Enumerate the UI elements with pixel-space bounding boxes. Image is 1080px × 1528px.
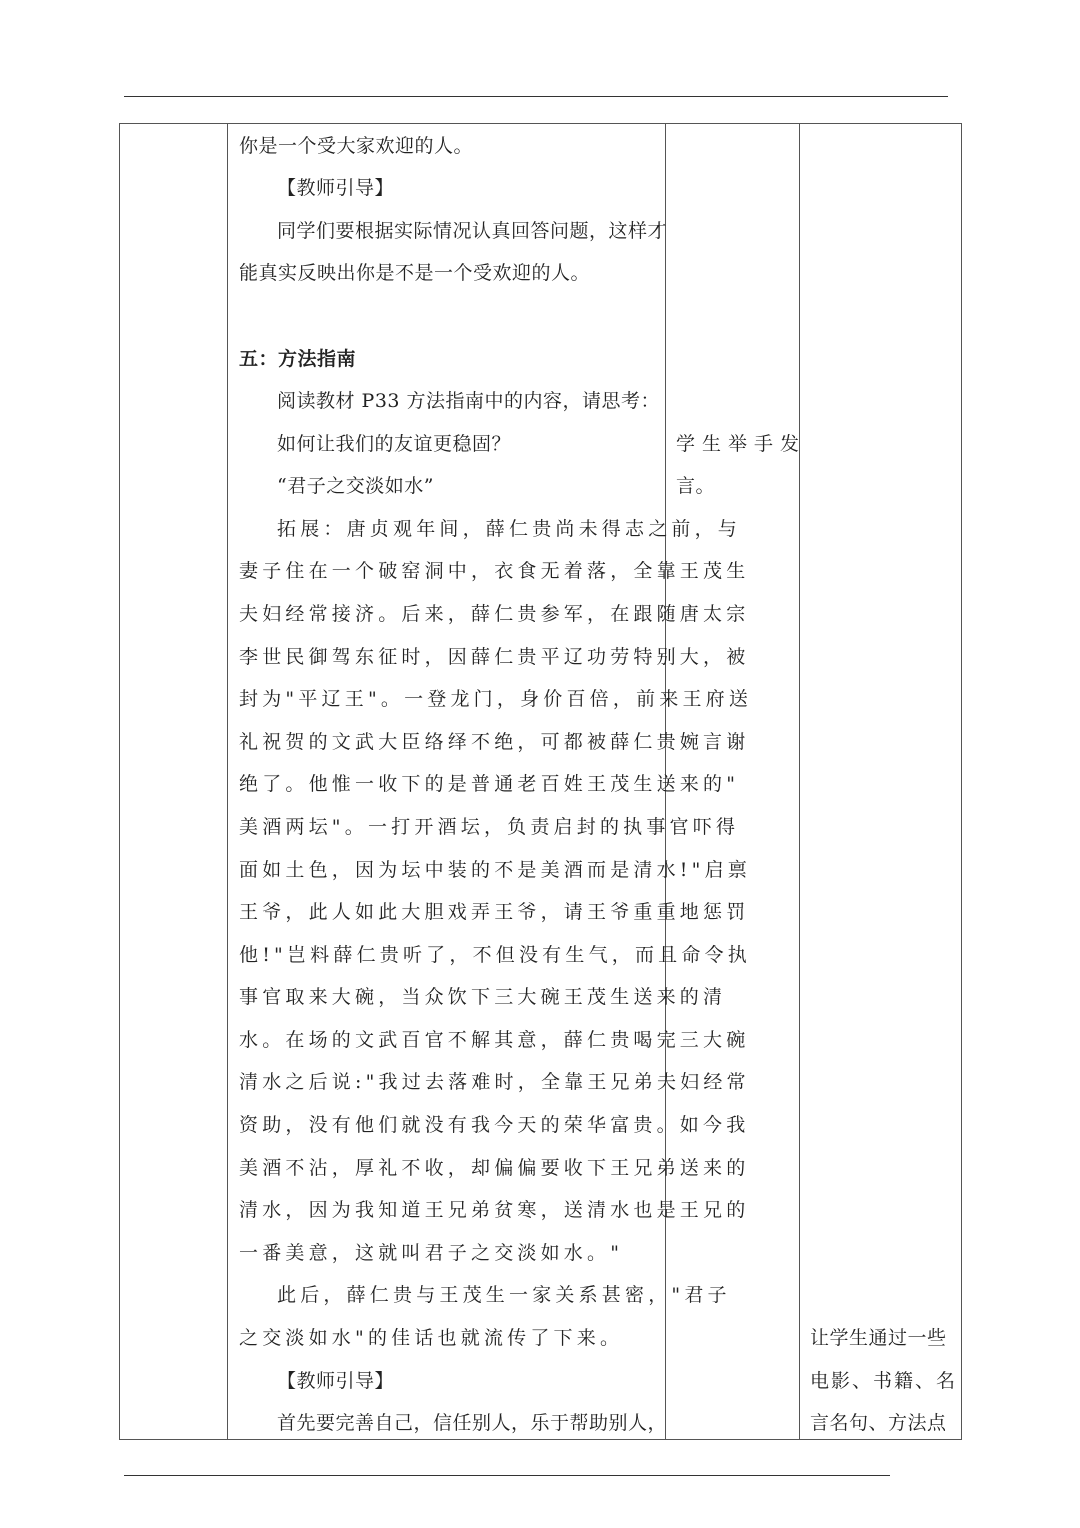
story-line: 美酒不沾，厚礼不收，却偏偏要收下王兄弟送来的 (239, 1157, 750, 1179)
story-line: 礼祝贺的文武大臣络绎不绝，可都被薛仁贵婉言谢 (239, 731, 750, 753)
section-heading: 五：方法指南 (239, 348, 357, 370)
story-line: 美酒两坛"。一打开酒坛，负责启封的执事官吓得 (239, 816, 740, 838)
content-line: 如何让我们的友谊更稳固？ (277, 433, 512, 455)
purpose-line: 电影、书籍、名 (810, 1370, 958, 1392)
quote-line: “君子之交淡如水” (277, 475, 434, 497)
story-line: 清水之后说:"我过去落难时，全靠王兄弟夫妇经常 (239, 1071, 750, 1093)
activity-line: 学生举手发 (676, 433, 807, 455)
design-purpose-cell (810, 124, 956, 1439)
story-line: 封为"平辽王"。一登龙门，身价百倍，前来王府送 (239, 688, 753, 710)
story-line: 水。在场的文武百官不解其意，薛仁贵喝完三大碗 (239, 1029, 750, 1051)
story-line: 事官取来大碗，当众饮下三大碗王茂生送来的清 (239, 986, 727, 1008)
lesson-table (119, 123, 962, 1440)
story-line: 绝了。他惟一收下的是普通老百姓王茂生送来的" (239, 773, 740, 795)
content-line: 首先要完善自己，信任别人，乐于帮助别人， (277, 1412, 668, 1434)
purpose-line: 言名句、方法点 (810, 1412, 947, 1434)
teacher-guide-heading: 【教师引导】 (277, 177, 395, 199)
content-line: 能真实反映出你是不是一个受欢迎的人。 (239, 262, 591, 284)
story-line: 面如土色，因为坛中装的不是美酒而是清水!"启禀 (239, 859, 751, 881)
story-line: 妻子住在一个破窑洞中，衣食无着落，全靠王茂生 (239, 560, 750, 582)
story-line: 之交淡如水"的佳话也就流传了下来。 (239, 1327, 624, 1349)
header-rule (124, 96, 948, 97)
student-activity-cell (676, 124, 807, 1439)
story-line: 夫妇经常接济。后来，薛仁贵参军，在跟随唐太宗 (239, 603, 750, 625)
content-line: 阅读教材 P33 方法指南中的内容，请思考： (277, 390, 661, 412)
story-line: 清水，因为我知道王兄弟贫寒，送清水也是王兄的 (239, 1199, 750, 1221)
content-line: 你是一个受大家欢迎的人。 (239, 135, 474, 157)
story-line: 此后，薛仁贵与王茂生一家关系甚密，"君子 (277, 1284, 731, 1306)
story-line: 王爷，此人如此大胆戏弄王爷，请王爷重重地惩罚 (239, 901, 750, 923)
story-line: 拓展：唐贞观年间，薛仁贵尚未得志之前，与 (277, 518, 742, 540)
column-divider (799, 124, 800, 1439)
story-line: 一番美意，这就叫君子之交淡如水。" (239, 1242, 624, 1264)
purpose-line: 让学生通过一些 (810, 1327, 947, 1349)
content-line: 同学们要根据实际情况认真回答问题，这样才 (277, 220, 668, 242)
footer-rule (124, 1475, 890, 1476)
story-line: 李世民御驾东征时，因薛仁贵平辽功劳特别大，被 (239, 646, 750, 668)
story-line: 他!"岂料薛仁贵听了，不但没有生气，而且命令执 (239, 944, 751, 966)
story-line: 资助，没有他们就没有我今天的荣华富贵。如今我 (239, 1114, 750, 1136)
column-divider (227, 124, 228, 1439)
teacher-guide-heading: 【教师引导】 (277, 1370, 395, 1392)
activity-line: 言。 (676, 475, 716, 497)
